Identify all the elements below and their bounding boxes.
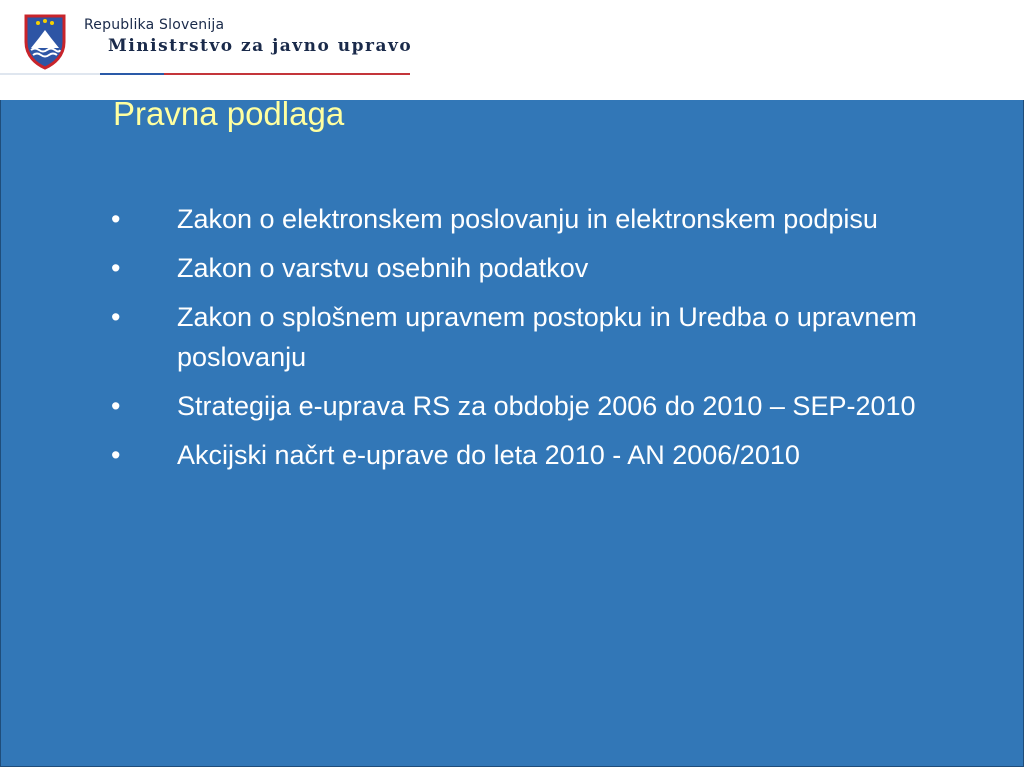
bullet-item xyxy=(111,386,961,426)
bullet-marker: • xyxy=(111,391,121,421)
bullet-item xyxy=(111,435,961,475)
bullet-marker: • xyxy=(111,440,121,470)
bullet-text: Zakon o varstvu osebnih podatkov xyxy=(177,253,589,283)
bullet-text: Strategija e-uprava RS za obdobje 2006 do 2010 – SEP-2010 xyxy=(177,391,916,421)
bullet-item xyxy=(111,297,961,377)
bullet-text: Zakon o splošnem upravnem postopku in Uredba o upravnem poslovanju xyxy=(177,302,917,372)
bullet-text: Akcijski načrt e-uprave do leta 2010 - AN 2006/2010 xyxy=(177,440,800,470)
ministry-name: Ministrstvo za javno upravo xyxy=(108,36,413,56)
slide-content xyxy=(0,95,1024,767)
header xyxy=(0,0,1024,100)
bullet-text: Zakon o elektronskem poslovanju in elektronskem podpisu xyxy=(177,204,878,234)
header-divider-white xyxy=(0,73,100,75)
bullet-marker: • xyxy=(111,302,121,332)
bullet-list xyxy=(111,199,961,484)
slide-title: Pravna podlaga xyxy=(113,95,345,132)
header-divider-blue xyxy=(100,73,164,75)
header-divider-red xyxy=(164,73,410,75)
bullet-marker: • xyxy=(111,253,121,283)
coat-of-arms-icon xyxy=(22,12,68,70)
republic-name: Republika Slovenija xyxy=(84,17,225,33)
bullet-marker: • xyxy=(111,204,121,234)
bullet-item xyxy=(111,199,961,239)
bullet-item xyxy=(111,248,961,288)
